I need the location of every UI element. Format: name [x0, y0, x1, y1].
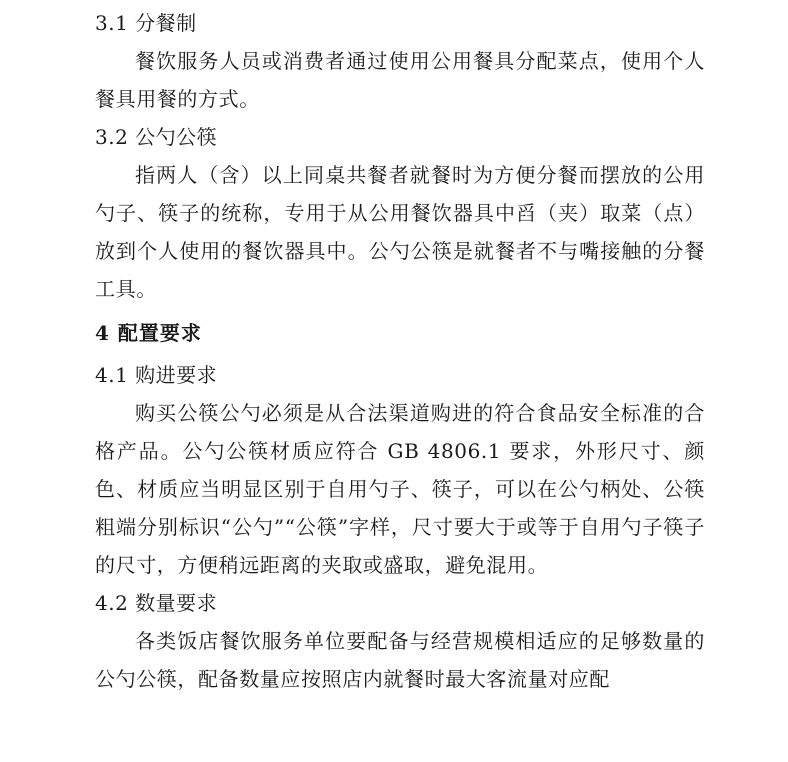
document-body — [95, 6, 705, 700]
section-heading-4: 4 配置要求 — [95, 321, 202, 345]
paragraph-4-1: 购买公筷公勺必须是从合法渠道购进的符合食品安全标准的合格产品。公勺公筷材质应符合 GB 4806.1 要求，外形尺寸、颜色、材质应当明显区别于自用勺子、筷子，可以在公勺柄处、公筷粗端分别标识“公勺”“公筷”字样，尺寸要大于或等于自用勺子筷子的尺寸，方便稍远距离的夹取或盛取，避免混用。 — [95, 401, 705, 577]
paragraph-3-2: 指两人（含）以上同桌共餐者就餐时为方便分餐而摆放的公用勺子、筷子的统称，专用于从公用餐饮器具中舀（夹）取菜（点）放到个人使用的餐饮器具中。公勺公筷是就餐者不与嘴接触的分餐工具。 — [95, 163, 705, 301]
paragraph-3-1: 餐饮服务人员或消费者通过使用公用餐具分配菜点，使用个人餐具用餐的方式。 — [95, 49, 705, 111]
paragraph-4-2: 各类饭店餐饮服务单位要配备与经营规模相适应的足够数量的公勺公筷，配备数量应按照店内就餐时最大客流量对应配 — [95, 629, 705, 691]
section-heading-4-1: 4.1 购进要求 — [95, 363, 218, 387]
section-heading-4-2: 4.2 数量要求 — [95, 591, 218, 615]
section-heading-3-2: 3.2 公勺公筷 — [95, 125, 218, 149]
section-heading-3-1: 3.1 分餐制 — [95, 11, 197, 35]
